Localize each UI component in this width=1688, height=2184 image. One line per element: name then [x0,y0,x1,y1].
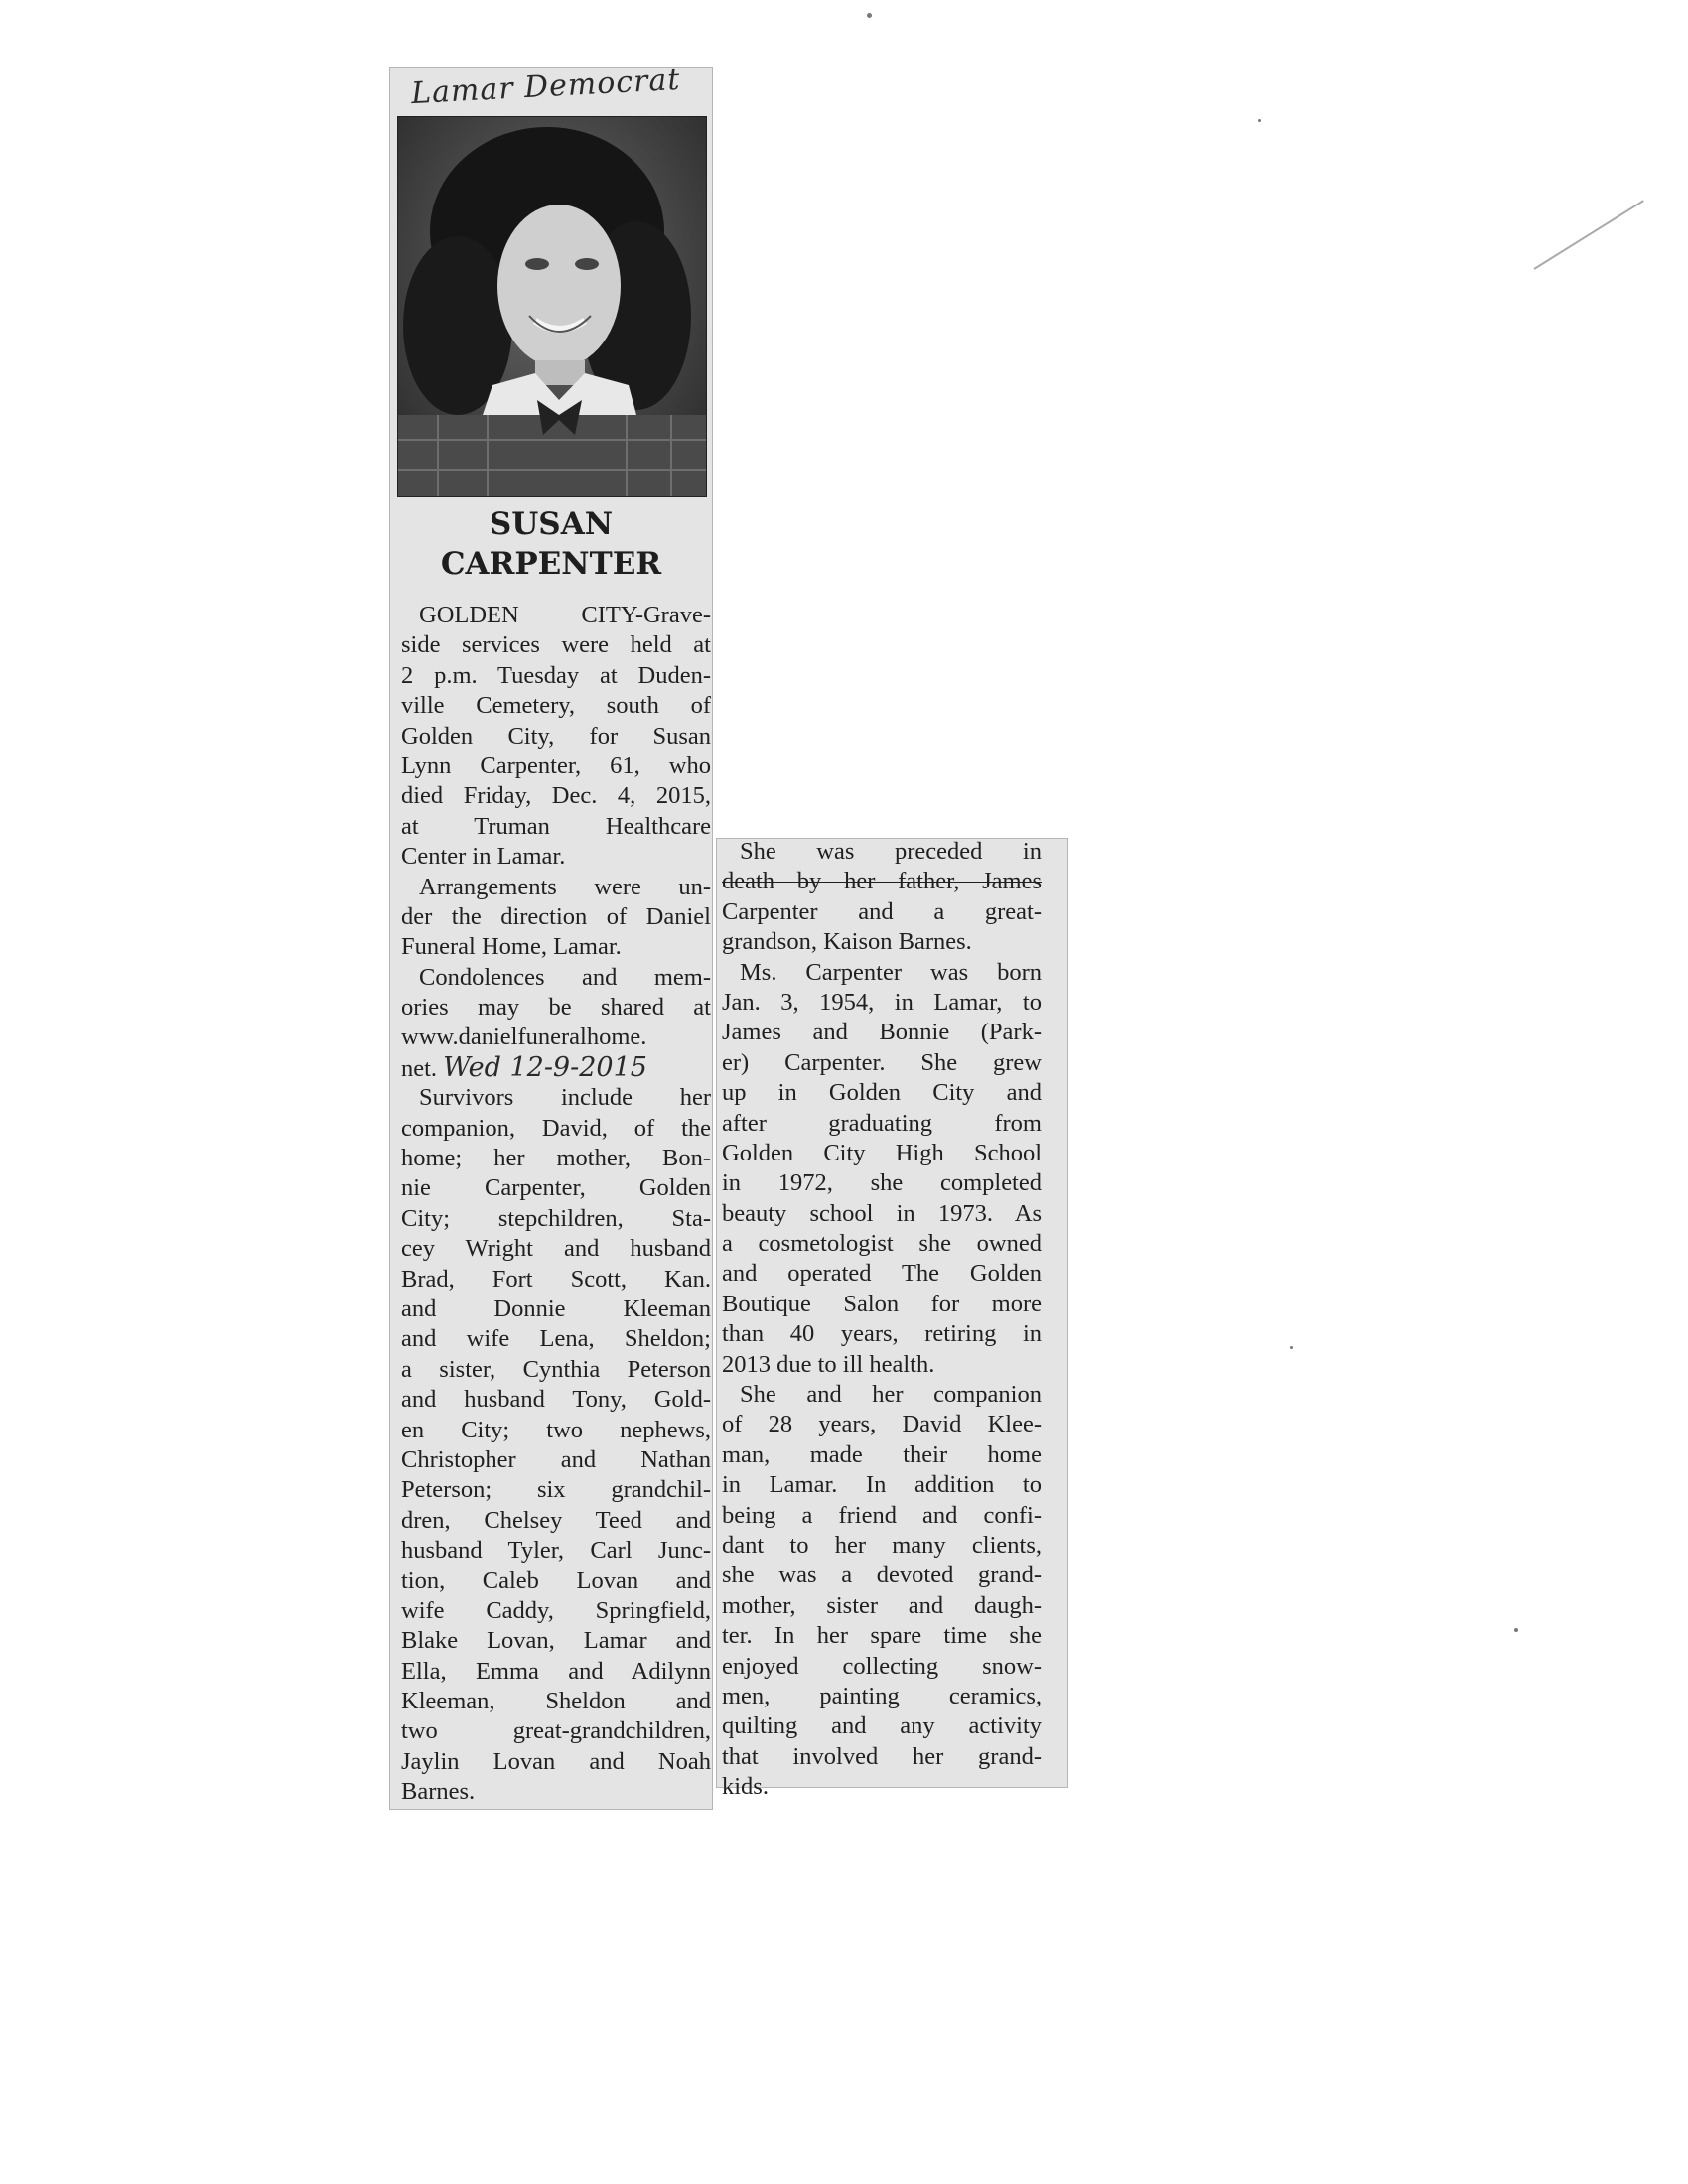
text-line: Carpenter and a great- [722,897,1042,925]
text-line: a sister, Cynthia Peterson [401,1355,711,1383]
text-line: Funeral Home, Lamar. [401,933,622,961]
text-line: husband Tyler, Carl Junc- [401,1537,711,1565]
text-line: that involved her grand- [722,1742,1042,1770]
text-line: She and her companion [740,1381,1042,1409]
scan-speck [867,13,872,18]
text-line: in Lamar. In addition to [722,1471,1042,1499]
text-line: being a friend and confi- [722,1501,1042,1529]
obituary-text-left-column [401,601,711,1808]
text-line: beauty school in 1973. As [722,1199,1042,1227]
text-line: www.danielfuneralhome. [401,1024,647,1051]
scan-mark [1533,200,1643,270]
obituary-name-first: SUSAN [489,506,614,542]
text-line: City; stepchildren, Sta- [401,1204,711,1232]
text-line: death by her father, James [722,868,1042,895]
text-line: grandson, Kaison Barnes. [722,928,972,956]
text-line: man, made their home [722,1440,1042,1468]
text-line: Peterson; six grandchil- [401,1476,711,1504]
text-line: net. [401,1054,438,1082]
text-line: Jan. 3, 1954, in Lamar, to [722,988,1042,1016]
text-line: wife Caddy, Springfield, [401,1596,711,1624]
text-line: a cosmetologist she owned [722,1230,1042,1258]
text-line: Condolences and mem- [419,963,711,991]
text-line: and husband Tony, Gold- [401,1386,711,1414]
text-line: GOLDEN CITY-Grave- [419,602,711,628]
obituary-name-last: CARPENTER [440,546,662,582]
text-line: der the direction of Daniel [401,902,711,930]
text-line: ter. In her spare time she [722,1622,1042,1650]
text-line: than 40 years, retiring in [722,1320,1042,1348]
scan-speck [1514,1628,1518,1632]
text-line: Jaylin Lovan and Noah [401,1747,711,1775]
text-line: Golden City, for Susan [401,722,711,750]
text-line: ville Cemetery, south of [401,692,711,720]
text-line: Blake Lovan, Lamar and [401,1627,711,1655]
text-line: Ella, Emma and Adilynn [401,1657,711,1685]
text-line: Christopher and Nathan [401,1445,711,1473]
handwritten-date: Wed 12-9-2015 [443,1051,647,1083]
scan-speck [1258,119,1261,122]
scan-speck [1290,1346,1293,1349]
text-line: in 1972, she completed [722,1169,1042,1197]
text-line: er) Carpenter. She grew [722,1048,1042,1076]
text-line: home; her mother, Bon- [401,1145,711,1172]
text-line: companion, David, of the [401,1114,711,1142]
text-line: side services were held at [401,631,711,659]
text-line: She was preceded in [740,838,1042,865]
text-line: two great-grandchildren, [401,1717,711,1745]
text-line: en City; two nephews, [401,1416,711,1443]
text-line-with-date [401,1053,711,1083]
text-line: nie Carpenter, Golden [401,1174,711,1202]
text-line: at Truman Healthcare [401,812,711,840]
text-line: Brad, Fort Scott, Kan. [401,1265,711,1293]
portrait-photo [397,116,707,497]
handwritten-newspaper-name: Lamar Democrat [410,62,682,112]
obituary-text-right-column [722,837,1042,1803]
text-line: dant to her many clients, [722,1531,1042,1559]
text-line: quilting and any activity [722,1712,1042,1740]
text-line: Center in Lamar. [401,843,566,871]
text-line: ories may be shared at [401,994,711,1022]
text-line: tion, Caleb Lovan and [401,1567,711,1594]
text-line: mother, sister and daugh- [722,1591,1042,1619]
text-line: kids. [722,1773,769,1801]
text-line: and Donnie Kleeman [401,1295,711,1322]
text-line: 2013 due to ill health. [722,1350,935,1378]
text-line: Kleeman, Sheldon and [401,1688,711,1715]
text-line: James and Bonnie (Park- [722,1019,1042,1046]
text-line: Ms. Carpenter was born [740,958,1042,986]
text-line: men, painting ceramics, [722,1682,1042,1709]
text-line: she was a devoted grand- [722,1562,1042,1589]
text-line: Lynn Carpenter, 61, who [401,751,711,779]
text-line: cey Wright and husband [401,1235,711,1263]
text-line: after graduating from [722,1109,1042,1137]
text-line: enjoyed collecting snow- [722,1652,1042,1680]
text-line: Boutique Salon for more [722,1290,1042,1317]
text-line: Arrangements were un- [419,873,711,900]
text-line: Survivors include her [419,1084,711,1112]
text-line: and operated The Golden [722,1260,1042,1288]
text-line: died Friday, Dec. 4, 2015, [401,782,711,810]
text-line: dren, Chelsey Teed and [401,1506,711,1534]
text-line: Barnes. [401,1778,476,1806]
text-line: Golden City High School [722,1139,1042,1166]
text-line: and wife Lena, Sheldon; [401,1325,711,1353]
text-line: up in Golden City and [722,1079,1042,1107]
text-line: 2 p.m. Tuesday at Duden- [401,661,711,689]
text-line: of 28 years, David Klee- [722,1411,1042,1438]
